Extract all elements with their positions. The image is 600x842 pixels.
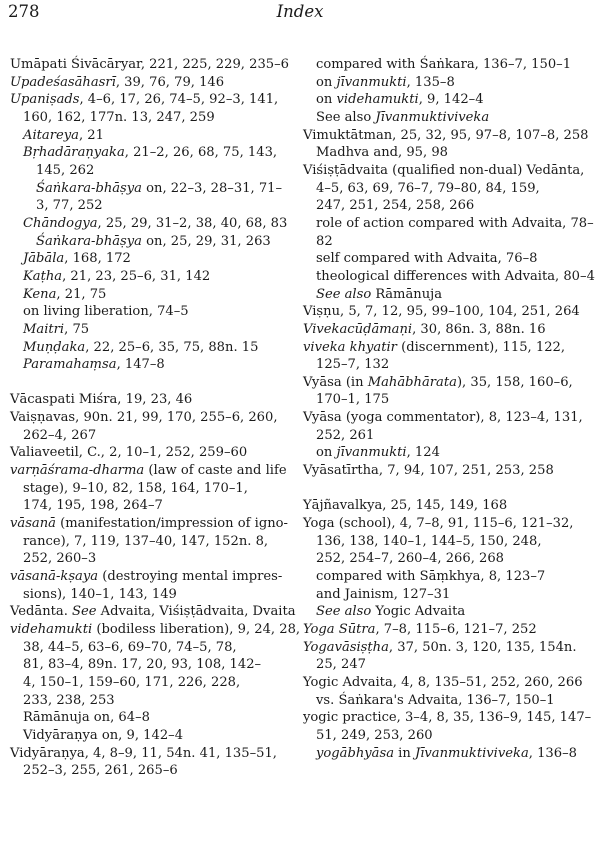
index-italic-text: Chāndogya xyxy=(23,215,98,231)
index-text: self compared with Advaita, 76–8 xyxy=(316,251,538,267)
index-subentry xyxy=(303,197,595,215)
index-subentry xyxy=(10,480,294,498)
index-subentry xyxy=(10,533,294,551)
index-text: , 22, 25–6, 35, 75, 88n. 15 xyxy=(85,339,259,355)
index-italic-text: yogābhyāsa xyxy=(316,745,395,761)
index-text: on, 22–3, 28–31, 71– xyxy=(141,180,283,196)
index-italic-text: Upaniṣads xyxy=(10,92,80,108)
index-text: Yogic Advaita xyxy=(371,604,466,620)
index-text: , 4–6, 17, 26, 74–5, 92–3, 141, xyxy=(79,92,279,108)
index-text: rance), 7, 119, 137–40, 147, 152n. 8, xyxy=(23,533,269,549)
index-text: , 9, 142–4 xyxy=(418,92,484,108)
index-text: on xyxy=(316,92,337,108)
index-entry xyxy=(303,515,595,533)
index-entry xyxy=(10,56,294,74)
index-subentry xyxy=(10,197,294,215)
page-header xyxy=(8,2,592,30)
index-subentry xyxy=(10,550,294,568)
index-text: Rāmānuja on, 64–8 xyxy=(23,710,150,726)
index-subentry xyxy=(303,586,595,604)
index-italic-text: Kaṭha xyxy=(23,268,63,284)
index-text: See also xyxy=(316,109,376,125)
index-text: compared with Sāṃkhya, 8, 123–7 xyxy=(316,569,546,585)
index-text: (destroying mental impres- xyxy=(98,569,283,585)
index-text: Vidyāraṇya, 4, 8–9, 11, 54n. 41, 135–51, xyxy=(10,745,277,761)
index-subentry xyxy=(10,586,294,604)
index-text: , 21, 75 xyxy=(56,286,107,302)
page-number: 278 xyxy=(8,2,40,21)
index-subentry xyxy=(10,215,294,233)
running-head: Index xyxy=(276,2,324,21)
index-subentry xyxy=(303,144,595,162)
index-italic-text: Yoga Sūtra xyxy=(303,622,376,637)
index-text: 262–4, 267 xyxy=(23,427,97,443)
index-entry xyxy=(10,409,294,427)
index-text: Viśiṣṭādvaita (qualified non-dual) Vedānta, xyxy=(303,162,585,178)
index-text: on xyxy=(316,445,337,461)
index-text: Vidyāraṇya on, 9, 142–4 xyxy=(23,727,184,743)
index-text: 252, 254–7, 260–4, 266, 268 xyxy=(316,551,505,567)
index-entry xyxy=(303,462,595,480)
index-entry xyxy=(303,321,595,339)
index-subentry xyxy=(10,656,294,674)
index-text: , 25, 29, 31–2, 38, 40, 68, 83 xyxy=(97,215,288,231)
index-text: on living liberation, 74–5 xyxy=(23,304,189,320)
index-subentry xyxy=(303,533,595,551)
index-letter-gap xyxy=(303,480,595,498)
index-text: Vyāsa (in xyxy=(303,374,368,390)
index-subentry xyxy=(10,303,294,321)
index-subentry xyxy=(303,391,595,409)
index-italic-text: videhamukti xyxy=(10,622,93,637)
index-text: Advaita, Viśiṣṭādvaita, Dvaita xyxy=(96,604,296,620)
index-subentry xyxy=(10,180,294,198)
index-text: on xyxy=(316,74,337,90)
index-entry xyxy=(303,639,595,657)
index-italic-text: Bṛhadāraṇyaka xyxy=(23,145,125,161)
index-text: Madhva and, 95, 98 xyxy=(316,145,448,161)
index-text: (bodiless liberation), 9, 24, 28, xyxy=(92,622,301,637)
index-text: Yogic Advaita, 4, 8, 135–51, 252, 260, 266 xyxy=(303,674,583,690)
index-subentry xyxy=(303,692,595,710)
index-text: ), 35, 158, 160–6, xyxy=(456,374,573,390)
index-text: sions), 140–1, 143, 149 xyxy=(23,586,177,602)
index-text: 4–5, 63, 69, 76–7, 79–80, 84, 159, xyxy=(316,180,540,196)
index-subentry xyxy=(10,639,294,657)
index-subentry xyxy=(303,444,595,462)
index-subentry xyxy=(10,762,294,780)
index-italic-text: varṇāśrama-dharma xyxy=(10,463,145,479)
index-italic-text: Muṇḍaka xyxy=(23,339,86,355)
index-entry xyxy=(10,603,294,621)
index-text: , 75 xyxy=(64,321,90,337)
index-text: 145, 262 xyxy=(36,162,95,178)
index-subentry xyxy=(303,745,595,763)
index-text: yogic practice, 3–4, 8, 35, 136–9, 145, 147– xyxy=(303,710,592,726)
index-subentry xyxy=(10,427,294,445)
index-text: , 124 xyxy=(406,445,440,461)
index-text: Valiaveetil, C., 2, 10–1, 252, 259–60 xyxy=(10,445,248,461)
index-text: , 39, 76, 79, 146 xyxy=(115,74,225,90)
index-text: 252, 261 xyxy=(316,427,375,443)
index-italic-text: Jīvanmuktiviveka xyxy=(375,109,490,125)
index-subentry xyxy=(303,427,595,445)
index-text: , 37, 50n. 3, 120, 135, 154n. xyxy=(388,639,577,655)
index-entry xyxy=(10,444,294,462)
index-text: , 168, 172 xyxy=(64,251,131,267)
index-text: 125–7, 132 xyxy=(316,357,390,373)
index-letter-gap xyxy=(10,374,294,392)
index-entry xyxy=(10,462,294,480)
index-entry xyxy=(303,621,595,639)
index-text: Vedānta. xyxy=(10,604,73,620)
index-subentry xyxy=(303,91,595,109)
index-text: , 147–8 xyxy=(116,357,165,373)
index-entry xyxy=(303,497,595,515)
index-text: , 21–2, 26, 68, 75, 143, xyxy=(124,145,278,161)
index-text: in xyxy=(394,745,415,761)
index-entry xyxy=(10,91,294,109)
index-subentry xyxy=(10,692,294,710)
index-italic-text: Śaṅkara-bhāṣya xyxy=(36,233,142,249)
index-text: (discernment), 115, 122, xyxy=(396,339,566,355)
index-subentry xyxy=(10,709,294,727)
index-subentry xyxy=(10,127,294,145)
index-entry xyxy=(303,674,595,692)
index-text: (law of caste and life xyxy=(144,463,287,479)
index-text: 247, 251, 254, 258, 266 xyxy=(316,198,475,214)
index-subentry xyxy=(303,568,595,586)
index-text: 174, 195, 198, 264–7 xyxy=(23,498,163,514)
index-text: 252–3, 255, 261, 265–6 xyxy=(23,763,178,779)
index-text: Vyāsa (yoga commentator), 8, 123–4, 131, xyxy=(303,410,583,426)
index-text: 160, 162, 177n. 13, 247, 259 xyxy=(23,109,215,125)
index-text: Vimuktātman, 25, 32, 95, 97–8, 107–8, 258 xyxy=(303,127,589,143)
index-text: 136, 138, 140–1, 144–5, 150, 248, xyxy=(316,533,542,549)
index-text: and Jainism, 127–31 xyxy=(316,586,451,602)
index-text: , 21, 23, 25–6, 31, 142 xyxy=(62,268,211,284)
index-subentry xyxy=(303,550,595,568)
index-italic-text: Vivekacūḍāmaṇi xyxy=(303,321,413,337)
index-text: , 136–8 xyxy=(528,745,577,761)
index-text: 233, 238, 253 xyxy=(23,692,115,708)
index-italic-text: videhamukti xyxy=(336,92,419,108)
index-subentry xyxy=(303,268,595,286)
index-subentry xyxy=(303,56,595,74)
index-subentry xyxy=(10,268,294,286)
index-text: 82 xyxy=(316,233,333,249)
index-italic-text: Aitareya xyxy=(23,127,79,143)
index-text: Vaiṣṇavas, 90n. 21, 99, 170, 255–6, 260, xyxy=(10,410,278,426)
index-text: 170–1, 175 xyxy=(316,392,390,408)
index-text: , 135–8 xyxy=(406,74,455,90)
index-subentry xyxy=(303,250,595,268)
index-italic-text: Maitri xyxy=(23,321,65,337)
index-column-left xyxy=(10,56,301,780)
index-subentry xyxy=(10,321,294,339)
index-italic-text: Śaṅkara-bhāṣya xyxy=(36,180,142,196)
index-subentry xyxy=(10,162,294,180)
index-text: vs. Śaṅkara's Advaita, 136–7, 150–1 xyxy=(316,692,555,708)
index-entry xyxy=(303,709,595,727)
index-subentry xyxy=(303,74,595,92)
index-text: on, 25, 29, 31, 263 xyxy=(141,233,271,249)
index-text: 3, 77, 252 xyxy=(36,198,103,214)
index-subentry xyxy=(303,656,595,674)
index-subentry xyxy=(10,144,294,162)
index-column-right xyxy=(303,56,595,762)
index-text: , 7–8, 115–6, 121–7, 252 xyxy=(375,622,537,637)
index-subentry xyxy=(303,356,595,374)
index-italic-text: vāsanā xyxy=(10,516,56,532)
index-text: 25, 247 xyxy=(316,657,366,673)
index-subentry xyxy=(10,356,294,374)
index-subentry xyxy=(10,727,294,745)
index-entry xyxy=(10,74,294,92)
index-text: (manifestation/impression of igno- xyxy=(55,516,288,532)
index-text: Vyāsatīrtha, 7, 94, 107, 251, 253, 258 xyxy=(303,463,554,479)
index-text: Yājñavalkya, 25, 145, 149, 168 xyxy=(303,498,508,514)
index-entry xyxy=(303,409,595,427)
index-entry xyxy=(10,745,294,763)
index-text: Vācaspati Miśra, 19, 23, 46 xyxy=(10,392,193,408)
index-subentry xyxy=(303,233,595,251)
index-subentry xyxy=(303,727,595,745)
index-entry xyxy=(303,374,595,392)
index-italic-text: Paramahaṃsa xyxy=(23,357,117,373)
index-italic-text: Mahābhārata xyxy=(367,374,457,390)
index-text: 38, 44–5, 63–6, 69–70, 74–5, 78, xyxy=(23,639,237,655)
index-italic-text: Jābāla xyxy=(23,251,65,267)
index-text: 4, 150–1, 159–60, 171, 226, 228, xyxy=(23,674,241,690)
index-italic-text: viveka khyatir xyxy=(303,339,397,355)
index-subentry xyxy=(303,603,595,621)
index-text: 252, 260–3 xyxy=(23,551,97,567)
index-italic-text: See also xyxy=(316,604,372,620)
index-subentry xyxy=(10,339,294,357)
index-entry xyxy=(10,568,294,586)
index-italic-text: See also xyxy=(316,286,372,302)
index-subentry xyxy=(303,215,595,233)
index-text: stage), 9–10, 82, 158, 164, 170–1, xyxy=(23,480,248,496)
index-italic-text: jīvanmukti xyxy=(336,74,407,90)
index-text: , 30, 86n. 3, 88n. 16 xyxy=(412,321,546,337)
index-subentry xyxy=(303,180,595,198)
index-subentry xyxy=(10,674,294,692)
index-italic-text: vāsanā-kṣaya xyxy=(10,569,99,585)
index-text: Viṣṇu, 5, 7, 12, 95, 99–100, 104, 251, 264 xyxy=(303,304,580,320)
index-entry xyxy=(303,127,595,145)
index-entry xyxy=(10,621,301,639)
index-italic-text: See xyxy=(72,604,97,620)
index-subentry xyxy=(10,286,294,304)
index-text: Umāpati Śivācāryar, 221, 225, 229, 235–6 xyxy=(10,57,289,72)
index-entry xyxy=(10,515,294,533)
index-italic-text: Jīvanmuktiviveka xyxy=(414,745,529,761)
index-text: 51, 249, 253, 260 xyxy=(316,727,433,743)
index-text: 81, 83–4, 89n. 17, 20, 93, 108, 142– xyxy=(23,657,262,673)
index-subentry xyxy=(10,497,294,515)
index-entry xyxy=(303,303,595,321)
index-entry xyxy=(10,391,294,409)
index-subentry xyxy=(303,286,595,304)
index-text: theological differences with Advaita, 80–4 xyxy=(316,268,595,284)
index-italic-text: Yogavāsiṣṭha xyxy=(303,639,389,655)
index-text: , 21 xyxy=(78,127,104,143)
index-text: compared with Śaṅkara, 136–7, 150–1 xyxy=(316,57,572,72)
index-subentry xyxy=(10,250,294,268)
index-italic-text: Kena xyxy=(23,286,57,302)
index-subentry xyxy=(10,109,294,127)
index-text: Yoga (school), 4, 7–8, 91, 115–6, 121–32, xyxy=(303,516,574,532)
index-italic-text: jīvanmukti xyxy=(336,445,407,461)
index-entry xyxy=(303,162,595,180)
index-subentry xyxy=(10,233,294,251)
index-subentry xyxy=(303,109,595,127)
index-entry xyxy=(303,339,595,357)
index-text: Rāmānuja xyxy=(371,286,443,302)
index-text: role of action compared with Advaita, 78– xyxy=(316,215,594,231)
index-italic-text: Upadeśasāhasrī xyxy=(10,74,116,90)
